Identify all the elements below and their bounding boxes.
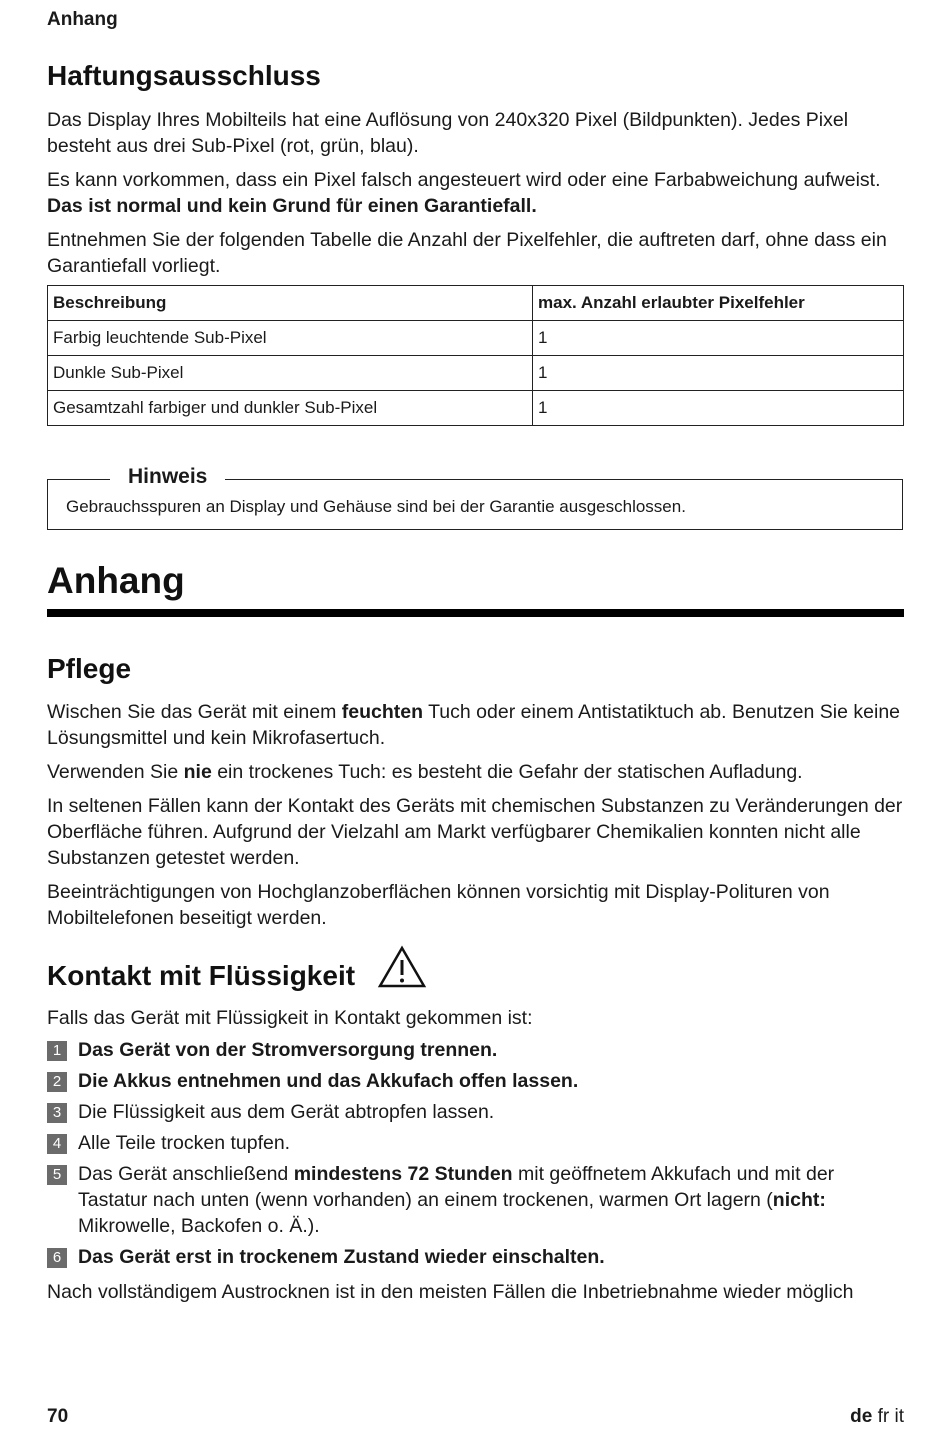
paragraph-wipe-c: Tuch oder einem Antistatiktuch ab. Benutzen Sie keine Lösungsmittel und kein Mikrofasertuch. xyxy=(47,701,901,749)
table-header-cell: max. Anzahl erlaubter Pixelfehler xyxy=(533,286,904,321)
step-text-e: Mikrowelle, Backofen o. Ä.). xyxy=(78,1215,320,1237)
paragraph-dry-cloth-c: ein trockenes Tuch: es besteht die Gefahr der statischen Aufladung. xyxy=(211,761,803,783)
step-number: 4 xyxy=(47,1134,67,1154)
table-cell: 1 xyxy=(533,321,904,356)
pixel-error-table xyxy=(47,285,904,426)
table-cell: Farbig leuchtende Sub-Pixel xyxy=(48,321,533,356)
step-text-a: Das Gerät anschließend xyxy=(78,1163,294,1185)
language-others: fr it xyxy=(877,1406,904,1427)
step-text-c: mit geöffnetem Akkufach und mit der Tastatur nach unten (wenn vorhanden) an einem trockenen, warmen Ort lagern ( xyxy=(78,1163,835,1211)
paragraph-wipe-bold: feuchten xyxy=(341,701,424,723)
table-cell: 1 xyxy=(533,391,904,426)
paragraph-liquid-outro: Nach vollständigem Austrocknen ist in den meisten Fällen die Inbetriebnahme wieder möglich xyxy=(47,1281,854,1303)
paragraph-table-intro: Entnehmen Sie der folgenden Tabelle die Anzahl der Pixelfehler, die auftreten darf, ohne dass ein Garantiefall vorliegt. xyxy=(47,229,887,277)
step-text-bold: mindestens 72 Stunden xyxy=(293,1163,513,1185)
paragraph-polish: Beeinträchtigungen von Hochglanzoberflächen können vorsichtig mit Display-Polituren von Mobiltelefonen beseitigt werden. xyxy=(47,881,830,929)
paragraph-pixel-fault-text: Es kann vorkommen, dass ein Pixel falsch angesteuert wird oder eine Farbabweichung aufweist. xyxy=(47,169,881,191)
step-number: 3 xyxy=(47,1103,67,1123)
warning-triangle-icon xyxy=(377,945,427,989)
note-box xyxy=(47,465,903,530)
table-cell: 1 xyxy=(533,356,904,391)
paragraph-dry-cloth-bold: nie xyxy=(183,761,212,783)
table-cell: Dunkle Sub-Pixel xyxy=(48,356,533,391)
step-number: 2 xyxy=(47,1072,67,1092)
chapter-title: Anhang xyxy=(47,560,185,601)
paragraph-chemicals: In seltenen Fällen kann der Kontakt des Geräts mit chemischen Substanzen zu Veränderungen der Oberfläche führen. Aufgrund der Vielzahl am Markt verfügbarer Chemikalien konnten nicht alle Substanzen getestet werden. xyxy=(47,795,903,869)
step-number: 1 xyxy=(47,1041,67,1061)
paragraph-liquid-intro: Falls das Gerät mit Flüssigkeit in Kontakt gekommen ist: xyxy=(47,1007,533,1029)
step-text xyxy=(78,1161,904,1239)
step-text: Das Gerät von der Stromversorgung trennen. xyxy=(78,1039,498,1061)
paragraph-dry-cloth xyxy=(47,759,904,785)
language-indicator xyxy=(850,1406,904,1428)
step-text: Die Flüssigkeit aus dem Gerät abtropfen lassen. xyxy=(78,1101,495,1123)
note-text: Gebrauchsspuren an Display und Gehäuse sind bei der Garantie ausgeschlossen. xyxy=(66,497,686,516)
table-row xyxy=(48,356,904,391)
paragraph-wipe-a: Wischen Sie das Gerät mit einem xyxy=(47,701,342,723)
step-number: 6 xyxy=(47,1248,67,1268)
paragraph-wipe xyxy=(47,699,904,751)
paragraph-display-resolution: Das Display Ihres Mobilteils hat eine Auflösung von 240x320 Pixel (Bildpunkten). Jedes Pixel besteht aus drei Sub-Pixel (rot, grün, blau). xyxy=(47,109,849,157)
step-text-bold-2: nicht: xyxy=(772,1189,826,1211)
table-cell: Gesamtzahl farbiger und dunkler Sub-Pixel xyxy=(48,391,533,426)
table-row xyxy=(48,391,904,426)
paragraph-pixel-fault-bold: Das ist normal und kein Grund für einen Garantiefall. xyxy=(47,195,537,217)
language-active: de xyxy=(850,1406,873,1427)
step-number: 5 xyxy=(47,1165,67,1185)
section-title-haftungsausschluss: Haftungsausschluss xyxy=(47,60,321,91)
paragraph-dry-cloth-a: Verwenden Sie xyxy=(47,761,184,783)
step-text: Die Akkus entnehmen und das Akkufach offen lassen. xyxy=(78,1070,579,1092)
page-number: 70 xyxy=(47,1406,69,1427)
note-title: Hinweis xyxy=(110,465,225,489)
step-text: Alle Teile trocken tupfen. xyxy=(78,1132,291,1154)
table-header-row xyxy=(48,286,904,321)
section-title-pflege: Pflege xyxy=(47,653,132,684)
paragraph-pixel-fault xyxy=(47,167,904,219)
table-row xyxy=(48,321,904,356)
running-head: Anhang xyxy=(47,9,118,30)
section-title-kontakt: Kontakt mit Flüssigkeit xyxy=(47,960,356,991)
step-text: Das Gerät erst in trockenem Zustand wieder einschalten. xyxy=(78,1246,605,1268)
table-header-cell: Beschreibung xyxy=(48,286,533,321)
chapter-rule xyxy=(47,609,904,617)
